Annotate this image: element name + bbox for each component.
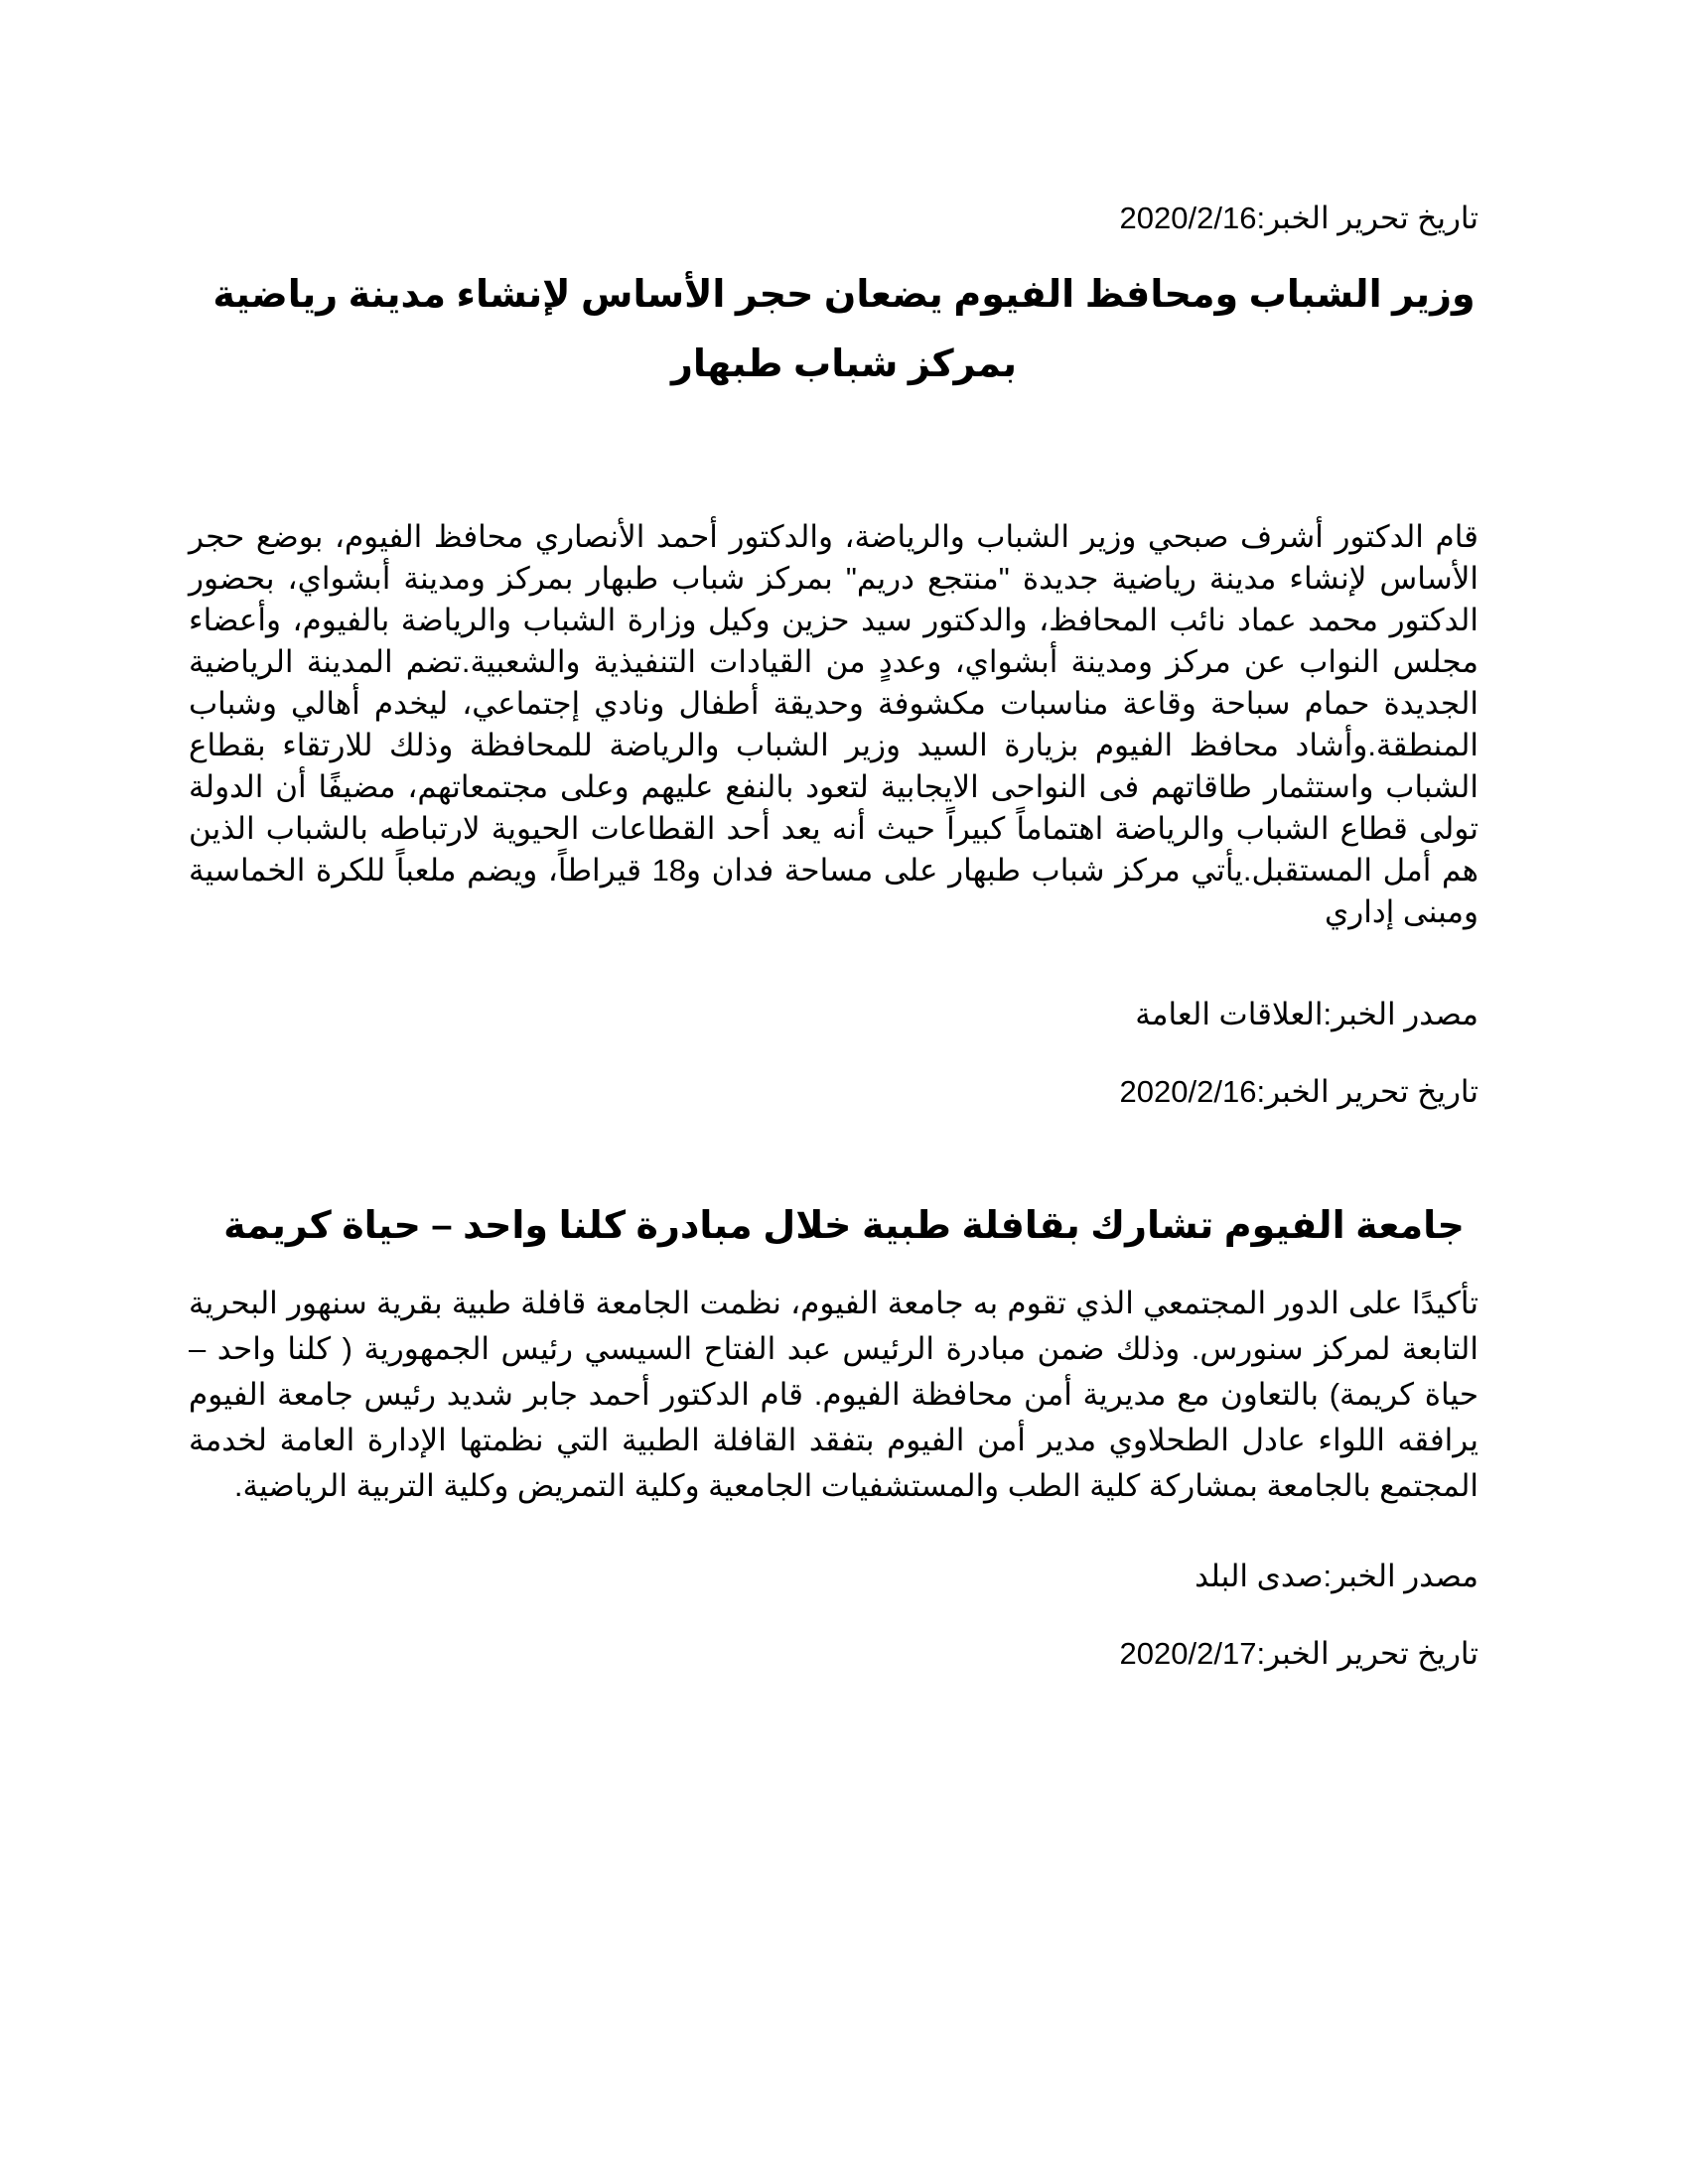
article2-title: جامعة الفيوم تشارك بقافلة طبية خلال مبادرة كلنا واحد – حياة كريمة — [223, 1205, 1465, 1247]
article1-date-top: تاريخ تحرير الخبر:2020/2/16 — [1119, 201, 1478, 235]
article1-date-bottom: تاريخ تحرير الخبر:2020/2/16 — [1119, 1074, 1478, 1109]
article1-title: وزير الشباب ومحافظ الفيوم يضعان حجر الأساس لإنشاء مدينة رياضية بمركز شباب طبهار — [212, 274, 1476, 385]
article2-source: مصدر الخبر:صدى البلد — [1195, 1559, 1478, 1593]
article2-date: تاريخ تحرير الخبر:2020/2/17 — [1119, 1636, 1478, 1671]
article2-body: تأكيدًا على الدور المجتمعي الذي تقوم به جامعة الفيوم، نظمت الجامعة قافلة طبية بقرية سنهور البحرية التابعة لمركز سنورس. وذلك ضمن مبادرة الرئيس عبد الفتاح السيسي رئيس الجمهورية ( كلنا واحد – حياة كريمة) بالتعاون مع مديرية أمن محافظة الفيوم. قام الدكتور أحمد جابر شديد رئيس جامعة الفيوم يرافقه اللواء عادل الطحلاوي مدير أمن الفيوم بتفقد القافلة الطبية التي نظمتها الإدارة العامة لخدمة المجتمع بالجامعة بمشاركة كلية الطب والمستشفيات الجامعية وكلية التمريض وكلية التربية الرياضية. — [189, 1286, 1478, 1503]
article1-body: قام الدكتور أشرف صبحي وزير الشباب والرياضة، والدكتور أحمد الأنصاري محافظ الفيوم، بوضع حجر الأساس لإنشاء مدينة رياضية جديدة "منتجع دريم" بمركز شباب طبهار بمركز ومدينة أبشواي، بحضور الدكتور محمد عماد نائب المحافظ، والدكتور سيد حزين وكيل وزارة الشباب والرياضة بالفيوم، وأعضاء مجلس النواب عن مركز ومدينة أبشواي، وعددٍ من القيادات التنفيذية والشعبية.تضم المدينة الرياضية الجديدة حمام سباحة وقاعة مناسبات مكشوفة وحديقة أطفال ونادي إجتماعي، ليخدم أهالي وشباب المنطقة.وأشاد محافظ الفيوم بزيارة السيد وزير الشباب والرياضة للمحافظة وذلك للارتقاء بقطاع الشباب واستثمار طاقاتهم فى النواحى الايجابية لتعود بالنفع عليهم وعلى مجتمعاتهم، مضيفًا أن الدولة تولى قطاع الشباب والرياضة اهتماماً كبيراً حيث أنه يعد أحد القطاعات الحيوية لارتباطه بالشباب الذين هم أمل المستقبل.يأتي مركز شباب طبهار على مساحة فدان و18 قيراطاً، ويضم ملعباً للكرة الخماسية ومبنى إداري — [189, 519, 1479, 929]
article1-source: مصدر الخبر:العلاقات العامة — [1135, 997, 1478, 1031]
